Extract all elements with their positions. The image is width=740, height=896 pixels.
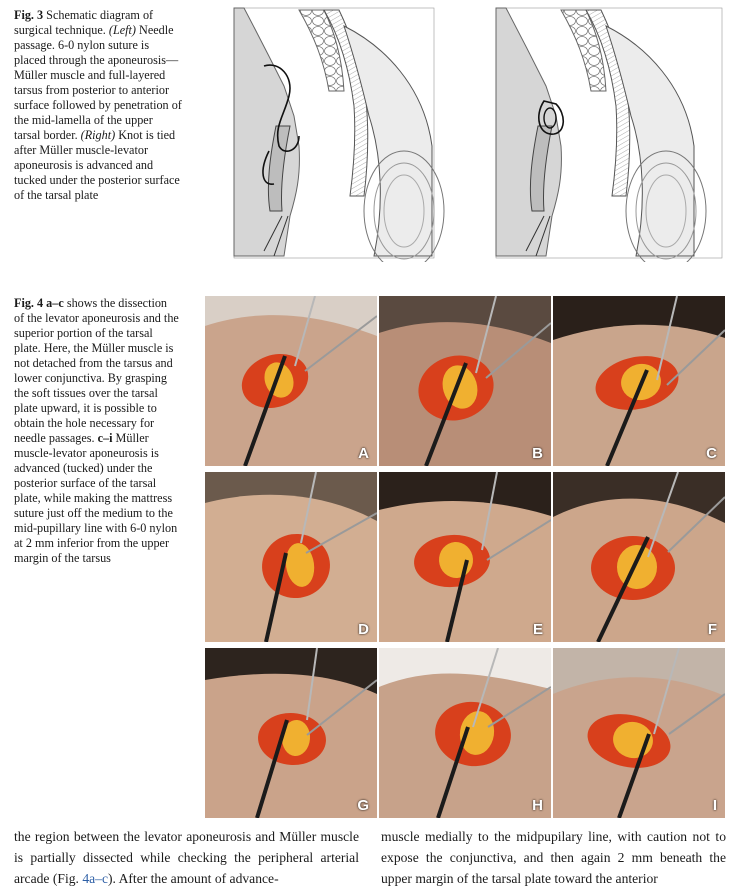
surgical-photo-b bbox=[379, 296, 551, 466]
surgical-photo-image bbox=[379, 296, 551, 466]
fig3-left-tag: (Left) bbox=[108, 23, 136, 37]
fig3-label: Fig. 3 bbox=[14, 8, 44, 22]
fig3-right-panel bbox=[496, 8, 722, 262]
body-left-text-a: the region between the levator aponeurosis and Müller muscle is partially dissected while checking the peripheral arterial arcade (Fig. bbox=[14, 829, 359, 886]
body-left-text-b: ). After the amount of advance- bbox=[108, 871, 279, 886]
fig4-text-1: shows the dissection of the levator aponeurosis and the superior portion of the tarsal plate. Here, the Müller muscle is not detached from the tarsus and lower conjunctiva. By grasping the soft tissues over the tarsal plate upward, it is possible to obtain the hole necessary for needle passages. bbox=[14, 296, 179, 445]
body-text-left-column bbox=[14, 826, 359, 889]
surgical-photo-image bbox=[553, 472, 725, 642]
photo-label-g: G bbox=[357, 797, 369, 814]
fig3-text-1: Schematic diagram of surgical technique. bbox=[14, 8, 154, 37]
photo-label-c: C bbox=[706, 445, 717, 462]
surgical-photo-e bbox=[379, 472, 551, 642]
fig3-right-tag: (Right) bbox=[80, 128, 116, 142]
fig3-schematic-diagram bbox=[204, 6, 726, 262]
photo-label-f: F bbox=[707, 621, 717, 638]
fig4-label: Fig. 4 bbox=[14, 296, 44, 310]
photo-label-d: D bbox=[358, 621, 369, 638]
photo-label-b: B bbox=[532, 445, 543, 462]
surgical-photo-c bbox=[553, 296, 725, 466]
fig3-left-panel bbox=[234, 8, 444, 262]
fig4-range-2: c–i bbox=[97, 431, 113, 445]
surgical-photo-image bbox=[205, 648, 377, 818]
fig4-range-1: a–c bbox=[46, 296, 64, 310]
fig3-text-2: Needle passage. 6-0 nylon suture is placed through the aponeurosis—Müller muscle and full-layered tarsus from posterior to anterior surface followed by penetration of the mid-lamella of the upper tarsal border. bbox=[14, 23, 182, 142]
surgical-photo-image bbox=[379, 648, 551, 818]
photo-label-a: A bbox=[358, 445, 369, 462]
fig4-caption bbox=[14, 296, 179, 566]
body-right-text: muscle medially to the midpupilary line, with caution not to expose the conjunctiva, and then again 2 mm beneath the upper margin of the tarsal plate toward the anterior bbox=[381, 829, 726, 886]
surgical-photo-image bbox=[379, 472, 551, 642]
surgical-photo-h bbox=[379, 648, 551, 818]
surgical-photo-g bbox=[205, 648, 377, 818]
photo-label-e: E bbox=[532, 621, 543, 638]
fig3-text-3: Knot is tied after Müller muscle-levator aponeurosis is advanced and tucked under the posterior surface of the tarsal plate bbox=[14, 128, 180, 202]
surgical-photo-d bbox=[205, 472, 377, 642]
figure-reference-link[interactable]: 4a–c bbox=[82, 871, 108, 886]
surgical-photo-image bbox=[553, 296, 725, 466]
surgical-photo-image bbox=[205, 472, 377, 642]
surgical-photo-a bbox=[205, 296, 377, 466]
surgical-photo-f bbox=[553, 472, 725, 642]
fig3-caption bbox=[14, 8, 182, 203]
surgical-photo-image bbox=[553, 648, 725, 818]
body-text-right-column bbox=[381, 826, 726, 889]
surgical-photo-i bbox=[553, 648, 725, 818]
photo-label-i: I bbox=[712, 797, 717, 814]
photo-label-h: H bbox=[532, 797, 543, 814]
surgical-photo-image bbox=[205, 296, 377, 466]
fig4-text-2: Müller muscle-levator aponeurosis is advanced (tucked) under the posterior surface of the tarsal plate, while making the mattress suture just off the medium to the mid-pupillary line with 6-0 nylon at 2 mm inferior from the upper margin of the tarsus bbox=[14, 431, 178, 565]
